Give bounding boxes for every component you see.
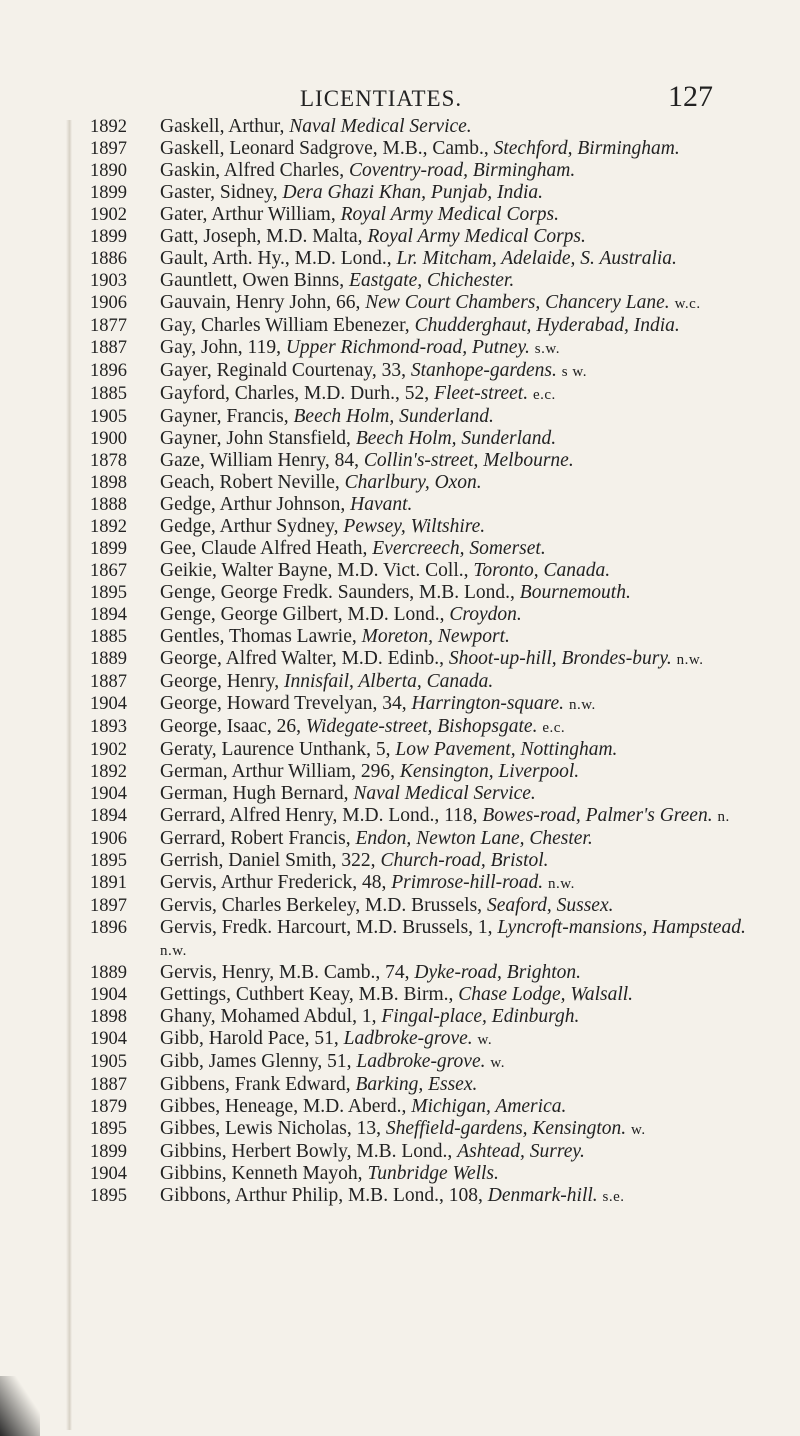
entry-district: w. (631, 1122, 646, 1138)
entry-year: 1902 (90, 740, 127, 760)
entry-text (160, 984, 768, 1006)
entry-text (160, 292, 768, 315)
entry-address: Evercreech, Somerset. (372, 538, 546, 559)
list-item (0, 160, 800, 182)
list-item (0, 1185, 800, 1208)
list-item (0, 604, 800, 626)
entry-address: Lr. Mitcham, Adelaide, S. Australia. (396, 248, 677, 269)
entry-text (160, 828, 768, 850)
list-item (0, 917, 800, 962)
list-item (0, 716, 800, 739)
entry-name: Gay, John, 119, (160, 337, 286, 358)
entry-text (160, 761, 768, 783)
entry-name: Gauntlett, Owen Binns, (160, 270, 350, 291)
entry-year: 1885 (90, 627, 127, 647)
list-item (0, 116, 800, 138)
entry-text (160, 872, 768, 895)
entry-year: 1894 (90, 605, 127, 625)
entry-year: 1905 (90, 1052, 127, 1072)
list-item (0, 428, 800, 450)
entry-name: German, Hugh Bernard, (160, 783, 354, 804)
entry-address: Sheffield-gardens, Kensington. (385, 1118, 627, 1139)
entry-text (160, 693, 768, 716)
list-item (0, 270, 800, 292)
list-item (0, 962, 800, 984)
entry-name: Gibbins, Kenneth Mayoh, (160, 1163, 368, 1184)
entry-name: Gedge, Arthur Sydney, (160, 516, 344, 537)
list-item (0, 494, 800, 516)
entry-year: 1890 (90, 161, 127, 181)
entry-text (160, 315, 768, 337)
entry-name: Gibb, Harold Pace, 51, (160, 1028, 344, 1049)
list-item (0, 805, 800, 828)
entry-address: Endon, Newton Lane, Chester. (355, 828, 593, 849)
entry-name: Gentles, Thomas Lawrie, (160, 626, 362, 647)
entry-name: Gervis, Arthur Frederick, 48, (160, 872, 392, 893)
list-item (0, 1006, 800, 1028)
entry-name: Gayner, John Stansfield, (160, 428, 356, 449)
entry-year: 1879 (90, 1097, 127, 1117)
entry-name: Gerrish, Daniel Smith, 322, (160, 850, 381, 871)
entry-text (160, 1118, 768, 1141)
entry-name: Gervis, Henry, M.B. Camb., 74, (160, 962, 415, 983)
entry-address: Church-road, Bristol. (380, 850, 549, 871)
entry-address: Stechford, Birmingham. (493, 138, 680, 159)
entry-address: Lyncroft-mansions, Hampstead. (497, 917, 746, 938)
entry-year: 1905 (90, 407, 127, 427)
entry-address: New Court Chambers, Chancery Lane. (365, 292, 670, 313)
entry-year: 1904 (90, 694, 127, 714)
entry-district: n.w. (568, 697, 596, 713)
entry-name: Gervis, Fredk. Harcourt, M.D. Brussels, 1, (160, 917, 498, 938)
list-item (0, 248, 800, 270)
entry-text (160, 360, 768, 383)
entry-address: Ladbroke-grove. (343, 1028, 473, 1049)
entry-text (160, 270, 768, 292)
entry-year: 1886 (90, 249, 127, 269)
entry-text (160, 138, 768, 160)
entry-name: Gayner, Francis, (160, 406, 294, 427)
list-item (0, 1163, 800, 1185)
entry-district: e.c. (542, 720, 566, 736)
entry-name: Gibbins, Herbert Bowly, M.B. Lond., (160, 1141, 458, 1162)
entry-year: 1887 (90, 672, 127, 692)
entry-text (160, 337, 768, 360)
list-item (0, 984, 800, 1006)
entry-address: Upper Richmond-road, Putney. (285, 337, 530, 358)
entry-name: Geikie, Walter Bayne, M.D. Vict. Coll., (160, 560, 474, 581)
entry-address: Kensington, Liverpool. (399, 761, 580, 782)
entry-address: Bournemouth. (519, 582, 631, 603)
entry-district: n.w. (547, 876, 575, 892)
entry-name: Gedge, Arthur Johnson, (160, 494, 351, 515)
entry-address: Dera Ghazi Khan, Punjab, India. (282, 182, 544, 203)
entry-address: Primrose-hill-road. (391, 872, 544, 893)
entry-text (160, 917, 768, 962)
entry-text (160, 783, 768, 805)
entry-address: Chase Lodge, Walsall. (458, 984, 634, 1005)
entry-text (160, 582, 768, 604)
entry-name: Gaze, William Henry, 84, (160, 450, 364, 471)
list-item (0, 560, 800, 582)
entry-text (160, 1163, 768, 1185)
entry-district: w.c. (674, 296, 701, 312)
entry-address: Barking, Essex. (355, 1074, 478, 1095)
entry-address: Seaford, Sussex. (486, 895, 614, 916)
entry-address: Croydon. (449, 604, 522, 625)
entry-text (160, 383, 768, 406)
entry-text (160, 182, 768, 204)
entry-name: George, Isaac, 26, (160, 716, 306, 737)
list-item (0, 582, 800, 604)
entry-text (160, 116, 768, 138)
running-title: LICENTIATES. (300, 86, 463, 111)
entry-name: German, Arthur William, 296, (160, 761, 400, 782)
entry-address: Ladbroke-grove. (356, 1051, 486, 1072)
entry-name: Gay, Charles William Ebenezer, (160, 315, 415, 336)
list-item (0, 1028, 800, 1051)
entry-text (160, 716, 768, 739)
entry-name: Geraty, Laurence Unthank, 5, (160, 739, 396, 760)
entry-year: 1904 (90, 985, 127, 1005)
list-item (0, 406, 800, 428)
entry-text (160, 1141, 768, 1163)
entry-text (160, 1028, 768, 1051)
entry-address: Coventry-road, Birmingham. (349, 160, 576, 181)
entry-text (160, 1185, 768, 1208)
entry-year: 1891 (90, 873, 127, 893)
entry-address: Charlbury, Oxon. (344, 472, 482, 493)
entry-text (160, 648, 768, 671)
entry-name: Ghany, Mohamed Abdul, 1, (160, 1006, 382, 1027)
entry-year: 1896 (90, 918, 127, 938)
entry-district: w. (477, 1032, 493, 1048)
entry-name: Genge, George Gilbert, M.D. Lond., (160, 604, 450, 625)
entry-year: 1904 (90, 1029, 127, 1049)
entry-district: s.e. (602, 1189, 625, 1205)
entry-year: 1897 (90, 139, 127, 159)
entry-year: 1898 (90, 473, 127, 493)
list-item (0, 693, 800, 716)
entry-address: Naval Medical Service. (353, 783, 536, 804)
list-item (0, 648, 800, 671)
entry-name: Gatt, Joseph, M.D. Malta, (160, 226, 368, 247)
entry-year: 1899 (90, 227, 127, 247)
list-item (0, 1051, 800, 1074)
entry-district: w. (490, 1055, 505, 1071)
list-item (0, 516, 800, 538)
list-item (0, 1096, 800, 1118)
entry-district: s.w. (534, 341, 560, 357)
entry-address: Beech Holm, Sunderland. (293, 406, 494, 427)
entry-name: Gaskell, Leonard Sadgrove, M.B., Camb., (160, 138, 494, 159)
entry-year: 1899 (90, 1142, 127, 1162)
entry-text (160, 1096, 768, 1118)
entry-text (160, 472, 768, 494)
entry-name: Gibbes, Heneage, M.D. Aberd., (160, 1096, 412, 1117)
entry-name: Geach, Robert Neville, (160, 472, 345, 493)
entry-name: Gerrard, Alfred Henry, M.D. Lond., 118, (160, 805, 483, 826)
entry-district: n.w. (676, 652, 704, 668)
licentiate-list (0, 116, 800, 1208)
entry-text (160, 604, 768, 626)
entry-name: Gervis, Charles Berkeley, M.D. Brussels, (160, 895, 487, 916)
entry-address: Eastgate, Chichester. (349, 270, 515, 291)
entry-district: n.w. (160, 943, 187, 959)
entry-name: Gettings, Cuthbert Keay, M.B. Birm., (160, 984, 459, 1005)
entry-year: 1899 (90, 539, 127, 559)
list-item (0, 138, 800, 160)
entry-text (160, 560, 768, 582)
entry-name: Gibbons, Arthur Philip, M.B. Lond., 108, (160, 1185, 488, 1206)
list-item (0, 292, 800, 315)
entry-year: 1887 (90, 1075, 127, 1095)
entry-name: Gayer, Reginald Courtenay, 33, (160, 360, 411, 381)
entry-text (160, 1006, 768, 1028)
entry-year: 1906 (90, 293, 127, 313)
entry-address: Naval Medical Service. (289, 116, 472, 137)
entry-year: 1892 (90, 762, 127, 782)
entry-address: Dyke-road, Brighton. (414, 962, 582, 983)
entry-address: Toronto, Canada. (473, 560, 611, 581)
entry-text (160, 248, 768, 270)
entry-year: 1893 (90, 717, 127, 737)
entry-year: 1904 (90, 784, 127, 804)
list-item (0, 1141, 800, 1163)
entry-address: Michigan, America. (411, 1096, 567, 1117)
entry-text (160, 626, 768, 648)
entry-address: Moreton, Newport. (361, 626, 510, 647)
entry-text (160, 204, 768, 226)
entry-year: 1867 (90, 561, 127, 581)
list-item (0, 895, 800, 917)
entry-text (160, 850, 768, 872)
entry-year: 1896 (90, 361, 127, 381)
entry-year: 1906 (90, 829, 127, 849)
entry-address: Innisfail, Alberta, Canada. (284, 671, 494, 692)
list-item (0, 360, 800, 383)
entry-address: Shoot-up-hill, Brondes-bury. (448, 648, 672, 669)
entry-address: Collin's-street, Melbourne. (363, 450, 574, 471)
entry-name: Gater, Arthur William, (160, 204, 341, 225)
entry-name: Gault, Arth. Hy., M.D. Lond., (160, 248, 397, 269)
entry-name: George, Henry, (160, 671, 284, 692)
entry-year: 1878 (90, 451, 127, 471)
entry-year: 1877 (90, 316, 127, 336)
entry-address: Royal Army Medical Corps. (340, 204, 560, 225)
entry-address: Royal Army Medical Corps. (367, 226, 586, 247)
list-item (0, 783, 800, 805)
entry-address: Beech Holm, Sunderland. (355, 428, 557, 449)
list-item (0, 383, 800, 406)
entry-year: 1889 (90, 649, 127, 669)
entry-address: Fingal-place, Edinburgh. (381, 1006, 580, 1027)
entry-name: George, Howard Trevelyan, 34, (160, 693, 412, 714)
entry-year: 1902 (90, 205, 127, 225)
entry-text (160, 895, 768, 917)
entry-year: 1904 (90, 1164, 127, 1184)
entry-text (160, 805, 768, 828)
entry-year: 1885 (90, 384, 127, 404)
list-item (0, 450, 800, 472)
entry-district: s w. (561, 364, 587, 380)
entry-address: Fleet-street. (434, 383, 529, 404)
entry-text (160, 160, 768, 182)
entry-text (160, 226, 768, 248)
entry-district: n. (717, 809, 730, 825)
entry-address: Denmark-hill. (487, 1185, 598, 1206)
entry-year: 1903 (90, 271, 127, 291)
entry-address: Tunbridge Wells. (367, 1163, 499, 1184)
list-item (0, 472, 800, 494)
list-item (0, 872, 800, 895)
list-item (0, 761, 800, 783)
list-item (0, 182, 800, 204)
entry-name: Gaster, Sidney, (160, 182, 283, 203)
entry-address: Harrington-square. (411, 693, 565, 714)
entry-address: Widegate-street, Bishopsgate. (305, 716, 538, 737)
entry-year: 1897 (90, 896, 127, 916)
entry-text (160, 538, 768, 560)
entry-address: Ashtead, Surrey. (457, 1141, 585, 1162)
entry-year: 1894 (90, 806, 127, 826)
entry-name: Gayford, Charles, M.D. Durh., 52, (160, 383, 435, 404)
entry-address: Havant. (350, 494, 413, 515)
list-item (0, 538, 800, 560)
entry-text (160, 962, 768, 984)
entry-year: 1892 (90, 517, 127, 537)
entry-year: 1889 (90, 963, 127, 983)
entry-name: Gee, Claude Alfred Heath, (160, 538, 373, 559)
entry-name: Gerrard, Robert Francis, (160, 828, 356, 849)
entry-name: Genge, George Fredk. Saunders, M.B. Lond., (160, 582, 520, 603)
entry-name: Gaskin, Alfred Charles, (160, 160, 350, 181)
entry-address: Low Pavement, Nottingham. (395, 739, 618, 760)
list-item (0, 828, 800, 850)
list-item (0, 850, 800, 872)
entry-address: Pewsey, Wiltshire. (343, 516, 486, 537)
entry-year: 1892 (90, 117, 127, 137)
entry-year: 1895 (90, 851, 127, 871)
entry-text (160, 494, 768, 516)
entry-text (160, 406, 768, 428)
list-item (0, 671, 800, 693)
entry-year: 1895 (90, 1186, 127, 1206)
entry-name: Gibbens, Frank Edward, (160, 1074, 356, 1095)
entry-year: 1888 (90, 495, 127, 515)
entry-district: e.c. (532, 387, 556, 403)
entry-text (160, 1074, 768, 1096)
entry-year: 1895 (90, 1119, 127, 1139)
list-item (0, 1074, 800, 1096)
entry-year: 1898 (90, 1007, 127, 1027)
entry-address: Stanhope-gardens. (410, 360, 557, 381)
entry-text (160, 671, 768, 693)
list-item (0, 226, 800, 248)
entry-year: 1900 (90, 429, 127, 449)
entry-name: Gibb, James Glenny, 51, (160, 1051, 357, 1072)
entry-name: Gaskell, Arthur, (160, 116, 290, 137)
list-item (0, 626, 800, 648)
scan-corner-shadow (0, 1376, 40, 1436)
entry-name: George, Alfred Walter, M.D. Edinb., (160, 648, 449, 669)
entry-text (160, 739, 768, 761)
page-number: 127 (668, 80, 713, 113)
list-item (0, 1118, 800, 1141)
entry-text (160, 450, 768, 472)
entry-text (160, 428, 768, 450)
list-item (0, 337, 800, 360)
entry-name: Gibbes, Lewis Nicholas, 13, (160, 1118, 386, 1139)
list-item (0, 204, 800, 226)
list-item (0, 739, 800, 761)
list-item (0, 315, 800, 337)
entry-address: Chudderghaut, Hyderabad, India. (414, 315, 680, 336)
entry-year: 1895 (90, 583, 127, 603)
entry-name: Gauvain, Henry John, 66, (160, 292, 366, 313)
entry-year: 1887 (90, 338, 127, 358)
entry-address: Bowes-road, Palmer's Green. (482, 805, 713, 826)
entry-year: 1899 (90, 183, 127, 203)
entry-text (160, 1051, 768, 1074)
entry-text (160, 516, 768, 538)
